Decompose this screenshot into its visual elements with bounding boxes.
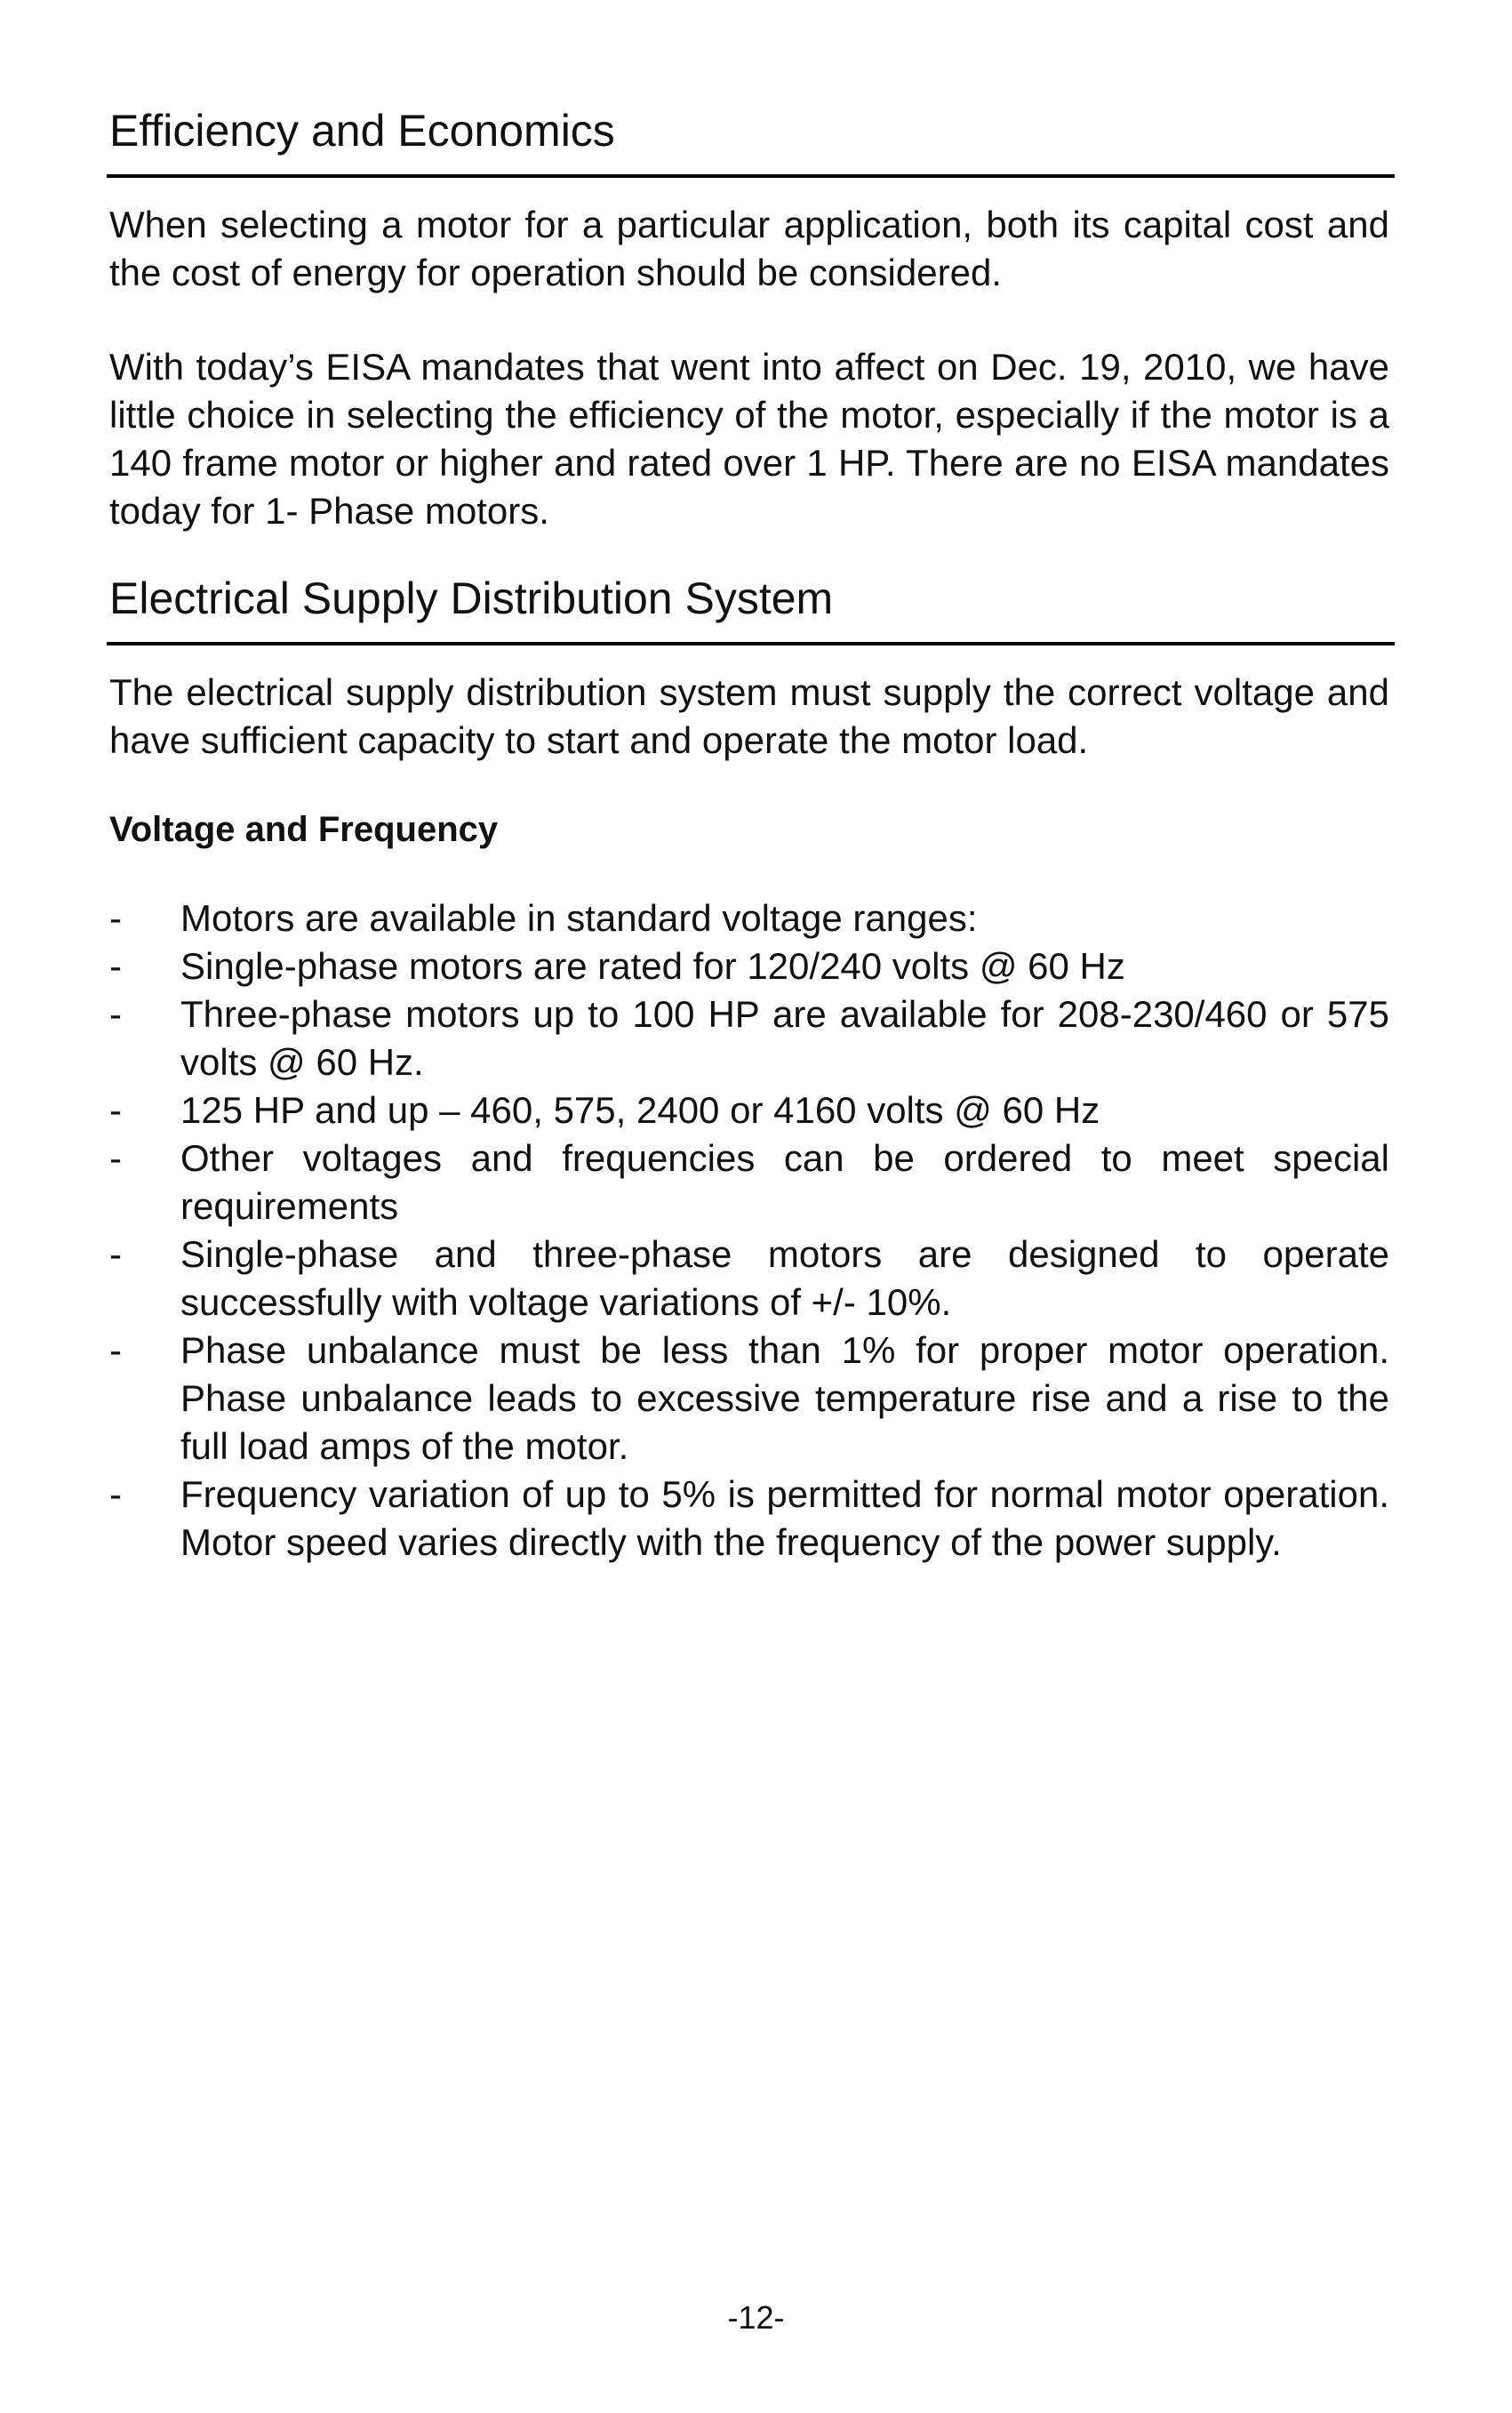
document-page [109, 0, 1389, 1567]
page-number: -12- [727, 2299, 785, 2336]
list-item-text: Three-phase motors up to 100 HP are available for 208-230/460 or 575 volts @ 60 Hz. [180, 993, 1389, 1083]
bullet-dash: - [109, 897, 122, 939]
list-item [109, 894, 1389, 942]
subheading-voltage-frequency: Voltage and Frequency [109, 810, 499, 849]
bullet-dash: - [109, 1089, 122, 1131]
list-item-text: Single-phase motors are rated for 120/240 volts @ 60 Hz [180, 945, 1125, 987]
list-item [109, 1086, 1389, 1134]
bullet-list [109, 894, 1389, 1567]
paragraph: When selecting a motor for a particular application, both its capital cost and the cost of energy for operation should be considered. [109, 204, 1389, 293]
paragraph: The electrical supply distribution system must supply the correct voltage and have sufficient capacity to start and operate the motor load. [109, 671, 1389, 761]
list-item-text: Single-phase and three-phase motors are designed to operate successfully with voltage variations of +/- 10%. [180, 1233, 1389, 1323]
bullet-dash: - [109, 1233, 122, 1275]
list-item-text: Phase unbalance must be less than 1% for proper motor operation. Phase unbalance leads to excessive temperature rise and a rise to the full load amps of the motor. [180, 1329, 1389, 1467]
section-efficiency-economics [109, 0, 1389, 535]
bullet-dash: - [109, 1137, 122, 1179]
list-item-text: Other voltages and frequencies can be ordered to meet special requirements [180, 1137, 1389, 1227]
list-item [109, 1231, 1389, 1327]
list-item [109, 1134, 1389, 1231]
list-item [109, 1471, 1389, 1567]
list-item-text: 125 HP and up – 460, 575, 2400 or 4160 volts @ 60 Hz [180, 1089, 1100, 1131]
list-item [109, 1327, 1389, 1471]
bullet-dash: - [109, 1473, 122, 1515]
section-heading: Electrical Supply Distribution System [107, 571, 1395, 645]
paragraph: With today’s EISA mandates that went into affect on Dec. 19, 2010, we have little choice in selecting the efficiency of the motor, especially if the motor is a 140 frame motor or higher and rated over 1 HP. There are no EISA mandates today for 1- Phase motors. [109, 346, 1389, 532]
bullet-dash: - [109, 1329, 122, 1371]
list-item [109, 990, 1389, 1086]
list-item-text: Frequency variation of up to 5% is permitted for normal motor operation. Motor speed varies directly with the frequency of the power supply. [180, 1473, 1389, 1563]
section-heading: Efficiency and Economics [107, 103, 1395, 178]
section-electrical-supply [109, 571, 1389, 1567]
bullet-dash: - [109, 945, 122, 987]
list-item [109, 942, 1389, 990]
bullet-dash: - [109, 993, 122, 1035]
list-item-text: Motors are available in standard voltage ranges: [180, 897, 978, 939]
